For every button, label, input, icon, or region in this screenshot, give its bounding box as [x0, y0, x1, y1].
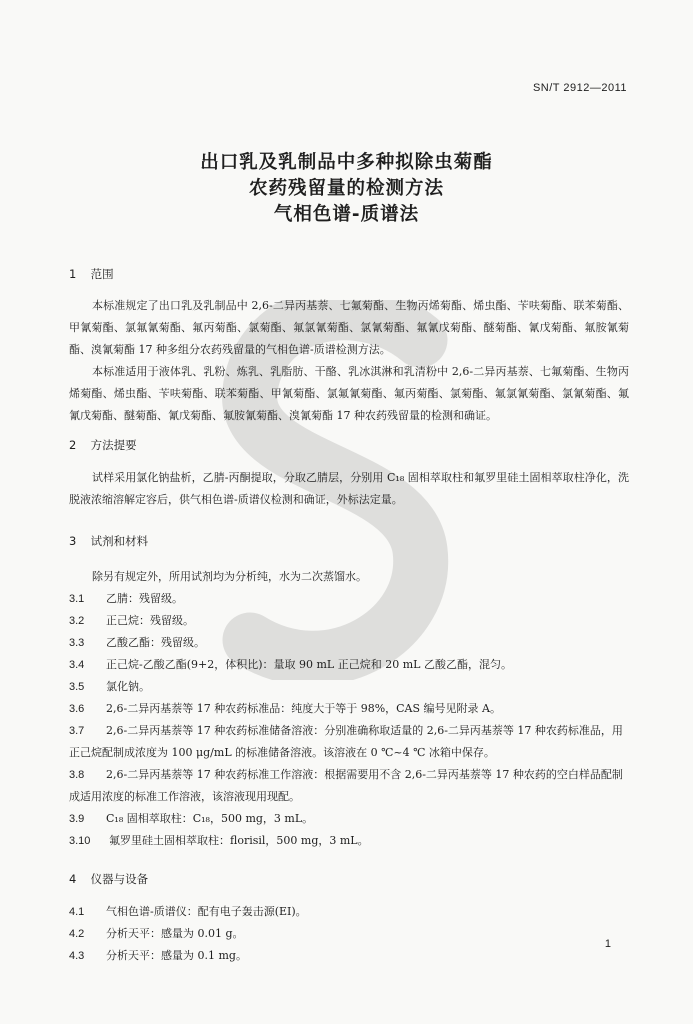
clause-text: 2,6-二异丙基萘等 17 种农药标准储备溶液：分别准确称取适量的 2,6-二异丙基萘等 17 种农药标准品，用正己烷配制成浓度为 100 μg/mL 的标准储备溶液。该溶液在 0 ℃~4 ℃ 冰箱中保存。	[69, 724, 623, 759]
clause-3-6	[69, 698, 629, 720]
clause-number: 3.2	[69, 615, 85, 627]
section-number: 3	[69, 534, 77, 548]
section-title: 仪器与设备	[90, 872, 149, 886]
clause-text: 正己烷-乙酸乙酯(9+2，体积比)：量取 90 mL 正己烷和 20 mL 乙酸乙酯，混匀。	[106, 658, 512, 671]
section-number: 1	[69, 267, 77, 281]
clause-3-10	[69, 830, 629, 852]
clause-number: 3.7	[69, 725, 85, 737]
clause-text: 氟罗里硅土固相萃取柱：florisil，500 mg，3 mL。	[109, 834, 369, 847]
clause-text: 分析天平：感量为 0.01 g。	[106, 927, 244, 940]
clause-number: 3.3	[69, 637, 85, 649]
clause-number: 3.1	[69, 593, 85, 605]
section-title: 范围	[90, 267, 114, 281]
clause-3-5	[69, 676, 629, 698]
section-1-paragraph-1: 本标准规定了出口乳及乳制品中 2,6-二异丙基萘、七氟菊酯、生物丙烯菊酯、烯虫酯、苄呋菊酯、联苯菊酯、甲氰菊酯、氯氟氰菊酯、氟丙菊酯、氯菊酯、氟氯氰菊酯、氯氰菊酯、氟氰戊菊酯、醚菊酯、氰戊菊酯、氟胺氰菊酯、溴氰菊酯 17 种多组分农药残留量的气相色谱-质谱检测方法。	[69, 299, 629, 356]
clause-number: 3.4	[69, 659, 85, 671]
clause-3-4	[69, 654, 629, 676]
clause-number: 3.6	[69, 703, 85, 715]
document-title-line-1: 出口乳及乳制品中多种拟除虫菊酯	[200, 152, 493, 173]
clause-4-2	[69, 923, 629, 945]
clause-number: 3.8	[69, 769, 85, 781]
standard-code: SN/T 2912—2011	[532, 82, 627, 94]
section-title: 试剂和材料	[90, 534, 149, 548]
clause-number: 4.2	[69, 928, 85, 940]
section-1-paragraph-2: 本标准适用于液体乳、乳粉、炼乳、乳脂肪、干酪、乳冰淇淋和乳清粉中 2,6-二异丙基萘、七氟菊酯、生物丙烯菊酯、烯虫酯、苄呋菊酯、联苯菊酯、甲氰菊酯、氯氟氰菊酯、氟丙菊酯、氯菊酯、氟氯氰菊酯、氯氰菊酯、氟氰戊菊酯、醚菊酯、氰戊菊酯、氟胺氰菊酯、溴氰菊酯 17 种农药残留量的检测和确证。	[69, 365, 629, 422]
section-title: 方法提要	[90, 438, 137, 452]
clause-3-8	[69, 764, 629, 808]
clause-3-9	[69, 808, 629, 830]
clause-4-1	[69, 901, 629, 923]
clause-text: 2,6-二异丙基萘等 17 种农药标准品：纯度大于等于 98%，CAS 编号见附录 A。	[106, 702, 501, 715]
clause-text: 2,6-二异丙基萘等 17 种农药标准工作溶液：根据需要用不含 2,6-二异丙基萘等 17 种农药的空白样品配制成适用浓度的标准工作溶液，该溶液现用现配。	[69, 768, 623, 803]
clause-text: 正己烷：残留级。	[106, 614, 194, 627]
clause-number: 3.10	[69, 835, 91, 847]
clause-number: 3.9	[69, 813, 85, 825]
clause-text: 乙酸乙酯：残留级。	[106, 636, 205, 649]
section-3-heading	[69, 533, 148, 549]
document-title-line-3: 气相色谱-质谱法	[273, 204, 420, 225]
section-1-heading	[69, 266, 114, 282]
clause-number: 4.1	[69, 906, 85, 918]
clause-number: 3.5	[69, 681, 85, 693]
clause-3-1	[69, 588, 629, 610]
document-title-line-2: 农药残留量的检测方法	[248, 178, 444, 199]
section-2-paragraph: 试样采用氯化钠盐析，乙腈-丙酮提取，分取乙腈层，分别用 C₁₈ 固相萃取柱和氟罗里硅土固相萃取柱净化，洗脱液浓缩溶解定容后，供气相色谱-质谱仪检测和确证，外标法定量。	[69, 471, 629, 506]
clause-number: 4.3	[69, 950, 85, 962]
section-3-intro: 除另有规定外，所用试剂均为分析纯，水为二次蒸馏水。	[92, 570, 367, 583]
page-number: 1	[604, 938, 611, 950]
clause-text: 氯化钠。	[106, 680, 150, 693]
clause-text: 乙腈：残留级。	[106, 592, 183, 605]
clause-4-3	[69, 945, 629, 967]
clause-text: 气相色谱-质谱仪：配有电子轰击源(EI)。	[106, 905, 307, 918]
section-4-heading	[69, 871, 148, 887]
clause-text: 分析天平：感量为 0.1 mg。	[106, 949, 247, 962]
clause-3-2	[69, 610, 629, 632]
section-number: 4	[69, 872, 77, 886]
section-number: 2	[69, 438, 77, 452]
clause-3-7	[69, 720, 629, 764]
clause-3-3	[69, 632, 629, 654]
clause-text: C₁₈ 固相萃取柱：C₁₈，500 mg，3 mL。	[106, 812, 314, 825]
section-2-heading	[69, 437, 137, 453]
